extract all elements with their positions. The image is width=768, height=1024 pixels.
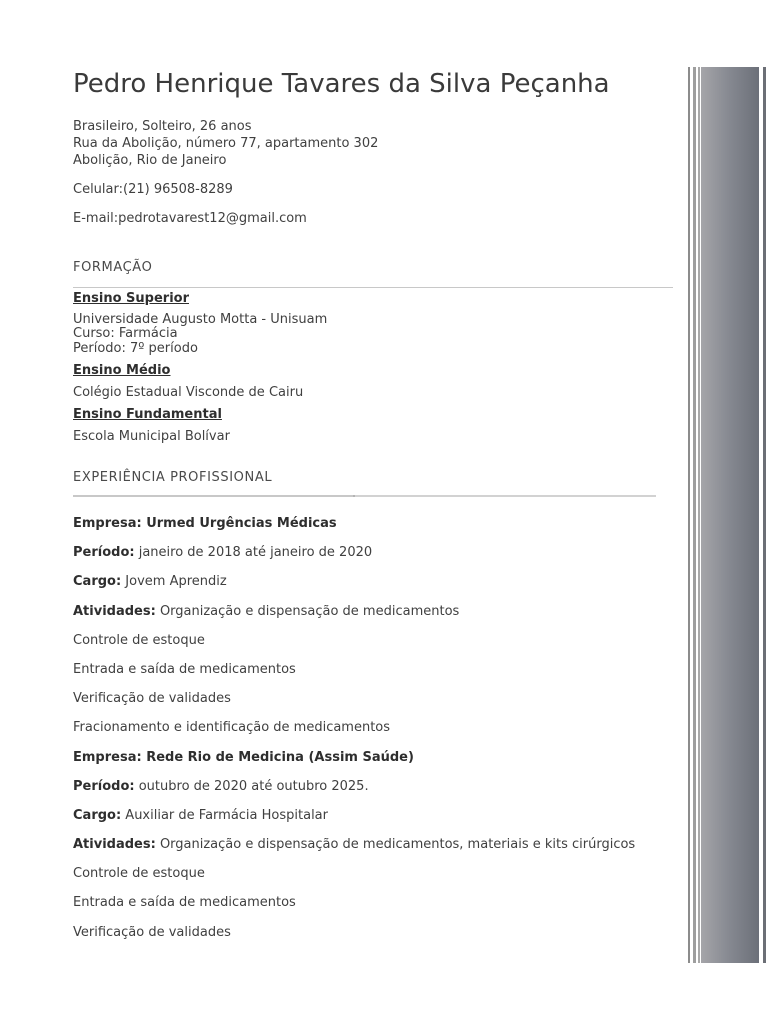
job-task: Controle de estoque — [73, 866, 205, 882]
semester: Período: 7º período — [73, 341, 198, 356]
job-period: Período: outubro de 2020 até outubro 2025. — [73, 778, 369, 794]
job-task: Controle de estoque — [73, 632, 205, 648]
address-city: Abolição, Rio de Janeiro — [73, 153, 227, 168]
job-role: Cargo: Auxiliar de Farmácia Hospitalar — [73, 807, 328, 823]
personal-details: Brasileiro, Solteiro, 26 anos — [73, 119, 252, 134]
experience-divider — [73, 495, 656, 497]
high-school-title: Ensino Médio — [73, 363, 171, 378]
elementary-school: Escola Municipal Bolívar — [73, 429, 230, 444]
job-task: Verificação de validades — [73, 691, 231, 707]
job-activities: Atividades: Organização e dispensação de medicamentos, materiais e kits cirúrgicos — [73, 837, 636, 853]
job-task: Entrada e saída de medicamentos — [73, 661, 296, 677]
job-period: Período: janeiro de 2018 até janeiro de 2020 — [73, 545, 373, 561]
course: Curso: Farmácia — [73, 326, 178, 341]
job-role: Cargo: Jovem Aprendiz — [73, 574, 227, 590]
job-task: Verificação de validades — [73, 924, 231, 940]
education-section — [73, 290, 673, 445]
address-street: Rua da Abolição, número 77, apartamento 302 — [73, 136, 379, 151]
elementary-school-title: Ensino Fundamental — [73, 407, 222, 422]
decorative-sidebar — [688, 67, 768, 963]
sidebar-gradient-bar — [701, 67, 759, 963]
higher-education-title: Ensino Superior — [73, 291, 189, 306]
experience-section — [73, 515, 673, 953]
phone: Celular:(21) 96508-8289 — [73, 182, 233, 197]
high-school: Colégio Estadual Visconde de Cairu — [73, 385, 304, 400]
resume-content — [73, 66, 673, 953]
job-activities: Atividades: Organização e dispensação de medicamentos — [73, 603, 460, 619]
sidebar-stripe — [763, 67, 766, 963]
job-task: Fracionamento e identificação de medicamentos — [73, 720, 391, 736]
candidate-name: Pedro Henrique Tavares da Silva Peçanha — [73, 69, 610, 99]
sidebar-stripe — [688, 67, 690, 963]
education-divider — [73, 287, 673, 288]
job-company: Empresa: Urmed Urgências Médicas — [73, 516, 337, 531]
personal-info — [73, 118, 673, 227]
sidebar-stripe — [693, 67, 696, 963]
sidebar-stripe — [698, 67, 700, 963]
experience-section-title: EXPERIÊNCIA PROFISSIONAL — [73, 470, 273, 485]
job-company: Empresa: Rede Rio de Medicina (Assim Saúde) — [73, 749, 414, 765]
job-task: Entrada e saída de medicamentos — [73, 895, 296, 911]
university: Universidade Augusto Motta - Unisuam — [73, 312, 328, 327]
email: E-mail:pedrotavarest12@gmail.com — [73, 211, 307, 226]
education-section-title: FORMAÇÃO — [73, 260, 153, 275]
